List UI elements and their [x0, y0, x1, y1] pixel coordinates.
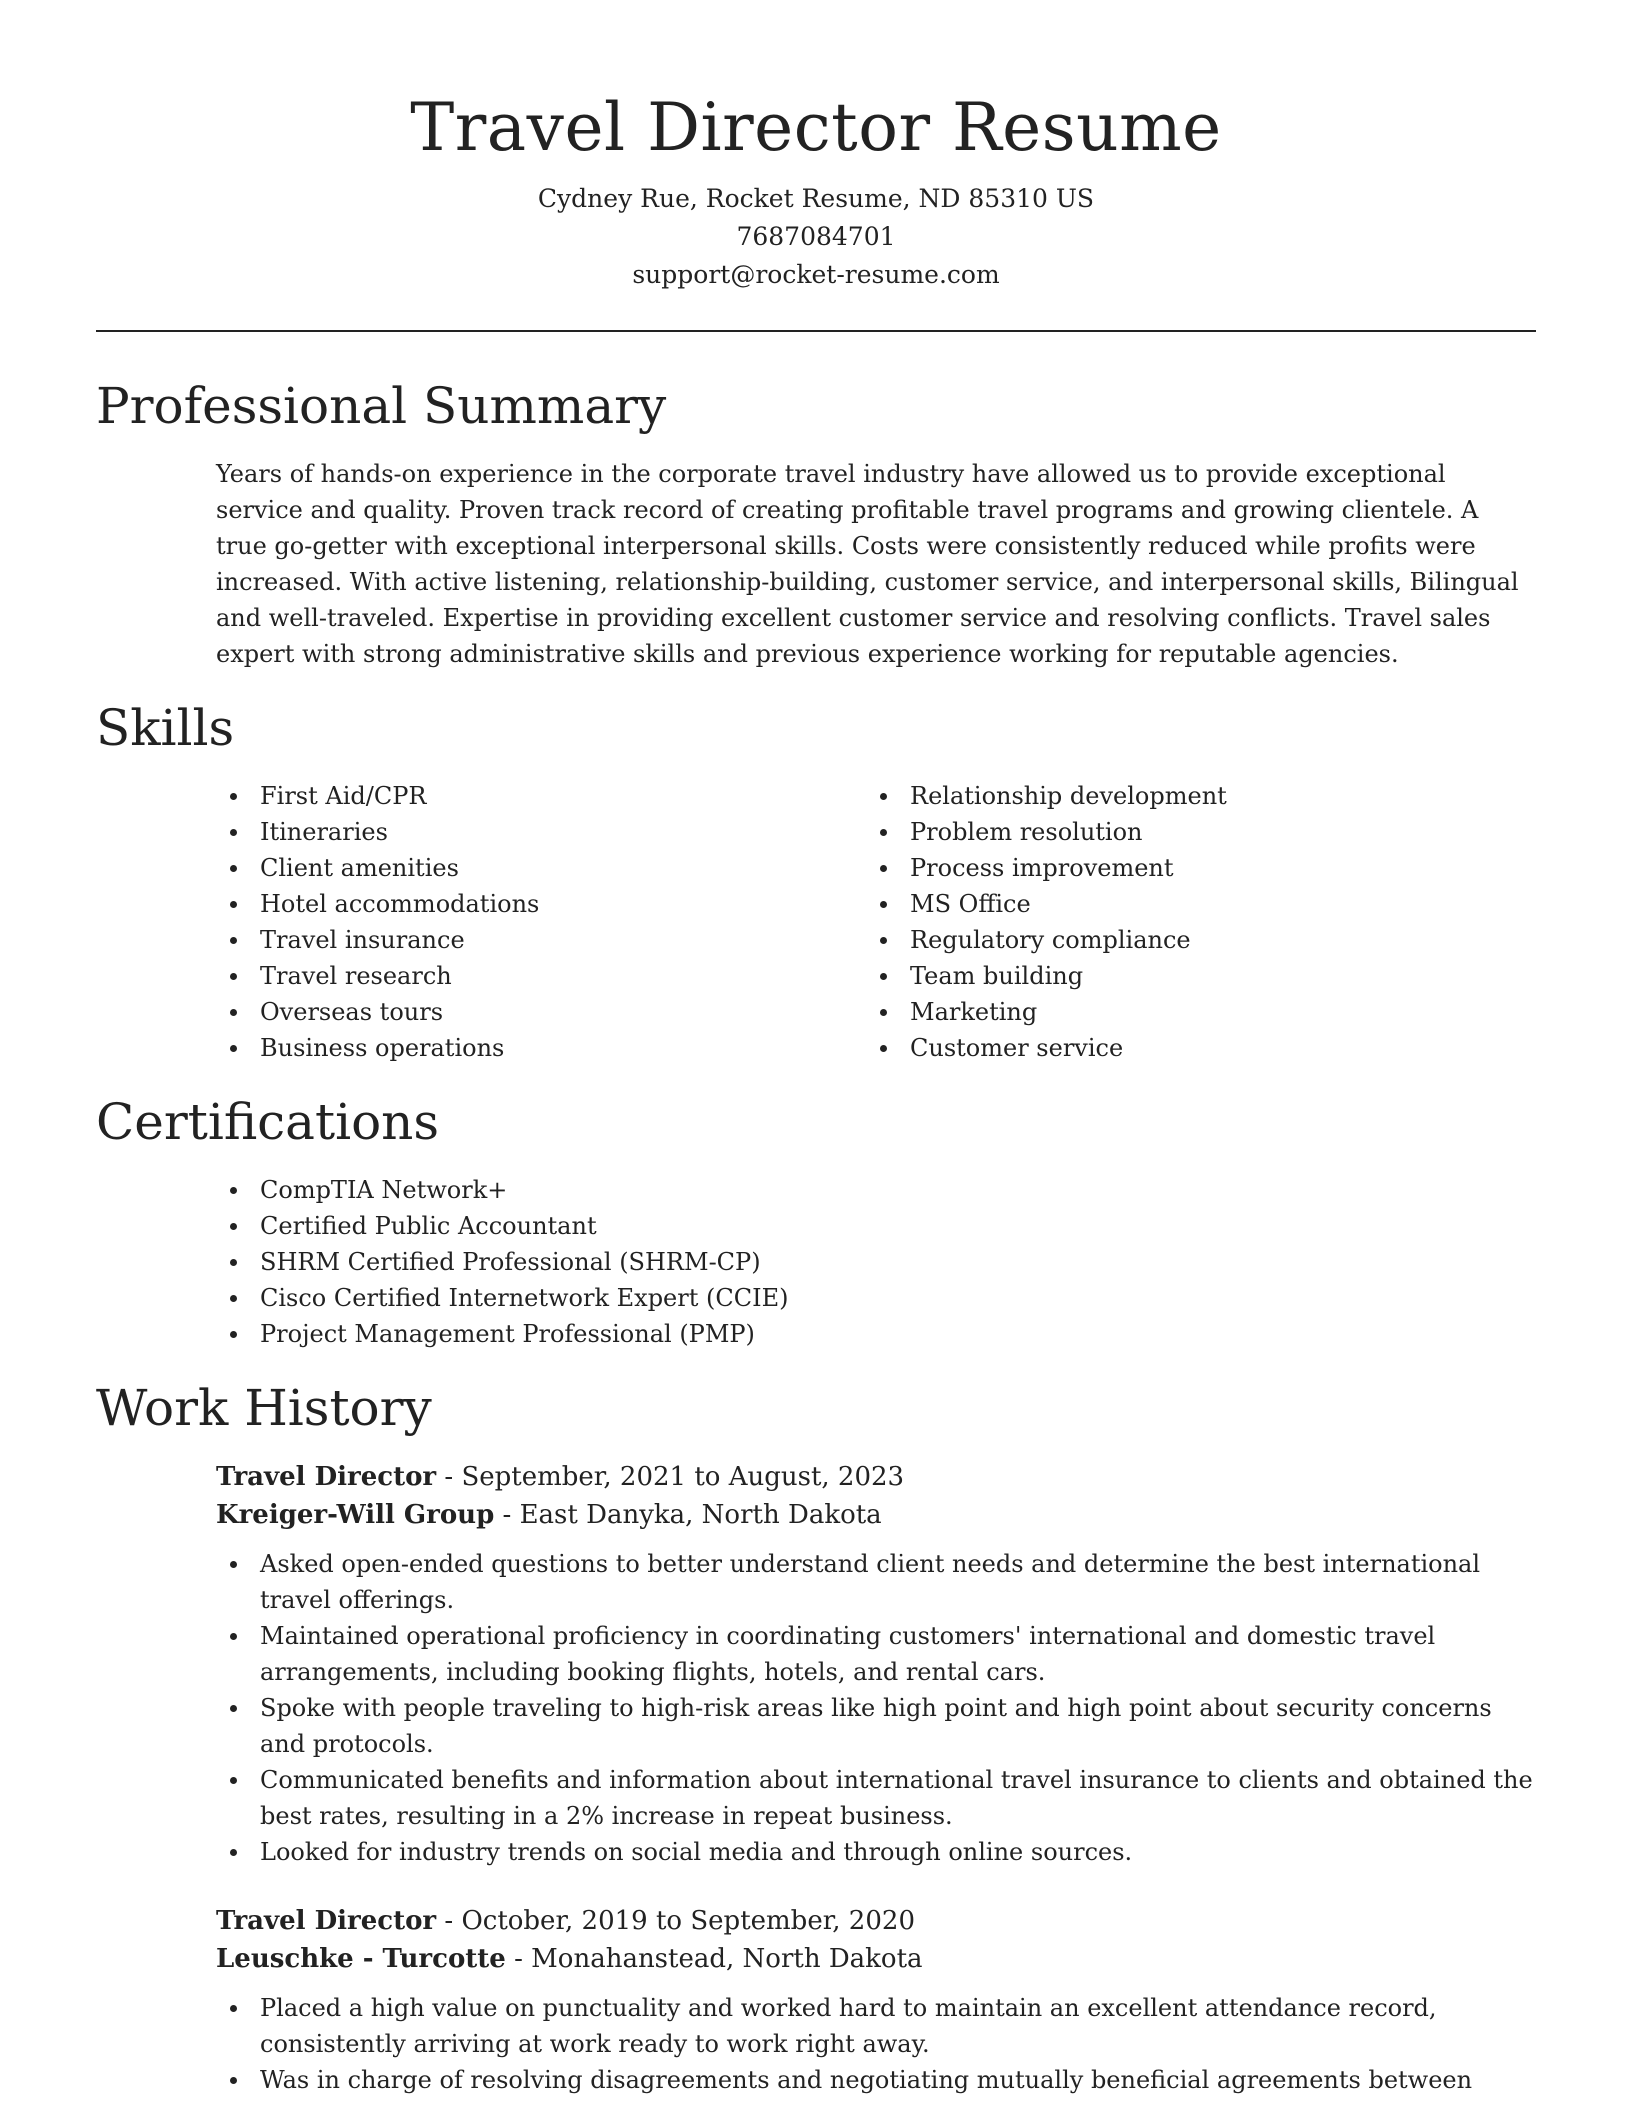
job-company-line	[216, 1940, 1536, 1978]
certifications-heading: Certifications	[96, 1093, 440, 1151]
certification-item: Cisco Certified Internetwork Expert (CCIE)	[216, 1280, 1536, 1316]
skill-item: Business operations	[216, 1030, 866, 1066]
contact-address: Cydney Rue, Rocket Resume, ND 85310 US	[537, 184, 1095, 213]
job-company-line	[216, 1496, 1536, 1534]
skills-grid	[216, 778, 1536, 1066]
job-bullet: Communicated benefits and information about international travel insurance to clients and obtained the best rates, resulting in a 2% increase in repeat business.	[216, 1762, 1536, 1834]
header-divider	[96, 330, 1536, 332]
job-dates: - September, 2021 to August, 2023	[436, 1462, 905, 1492]
job-bullet: Maintained operational proficiency in coordinating customers' international and domestic travel arrangements, including booking flights, hotels, and rental cars.	[216, 1618, 1536, 1690]
job-dates: - October, 2019 to September, 2020	[436, 1906, 915, 1936]
skill-item: Customer service	[866, 1030, 1516, 1066]
skill-item: Travel research	[216, 958, 866, 994]
resume-title: Travel Director Resume	[410, 89, 1222, 166]
job-bullet: Was in charge of resolving disagreements and negotiating mutually beneficial agreements between	[216, 2062, 1536, 2098]
resume-page	[96, 0, 1536, 2098]
certification-item: Certified Public Accountant	[216, 1208, 1536, 1244]
job-company: Kreiger-Will Group	[216, 1500, 495, 1530]
job-title: Travel Director	[216, 1906, 437, 1936]
job-company: Leuschke - Turcotte	[216, 1944, 506, 1974]
certification-item: Project Management Professional (PMP)	[216, 1316, 1536, 1352]
skill-item: MS Office	[866, 886, 1516, 922]
skill-item: Regulatory compliance	[866, 922, 1516, 958]
job-title-line	[216, 1902, 1536, 1940]
skill-item: Relationship development	[866, 778, 1516, 814]
job-bullet: Looked for industry trends on social media and through online sources.	[216, 1834, 1536, 1870]
skill-item: Team building	[866, 958, 1516, 994]
job-entry	[216, 1458, 1536, 1870]
skill-item: Process improvement	[866, 850, 1516, 886]
skill-item: First Aid/CPR	[216, 778, 866, 814]
job-entry	[216, 1902, 1536, 2098]
skills-column-left	[216, 778, 866, 1066]
summary-heading: Professional Summary	[96, 377, 667, 435]
summary-text: Years of hands-on experience in the corporate travel industry have allowed us to provide exceptional service and quality. Proven track record of creating profitable travel programs and growing clientele. A true go-getter with exceptional interpersonal skills. Costs were consistently reduced while profits were increased. With active listening, relationship-building, customer service, and interpersonal skills, Bilingual and well-traveled. Expertise in providing excellent customer service and resolving conflicts. Travel sales expert with strong administrative skills and previous experience working for reputable agencies.	[216, 460, 1519, 668]
skill-item: Hotel accommodations	[216, 886, 866, 922]
certifications-list	[216, 1172, 1536, 1352]
job-bullet: Placed a high value on punctuality and worked hard to maintain an excellent attendance record, consistently arriving at work ready to work right away.	[216, 1990, 1536, 2062]
work-history-heading: Work History	[96, 1379, 432, 1437]
skill-item: Itineraries	[216, 814, 866, 850]
skill-item: Client amenities	[216, 850, 866, 886]
job-title-line	[216, 1458, 1536, 1496]
skills-heading: Skills	[96, 699, 235, 757]
contact-email: support@rocket-resume.com	[632, 260, 1000, 289]
skill-item: Travel insurance	[216, 922, 866, 958]
job-bullet: Asked open-ended questions to better understand client needs and determine the best international travel offerings.	[216, 1546, 1536, 1618]
skill-item: Overseas tours	[216, 994, 866, 1030]
job-location: - East Danyka, North Dakota	[494, 1500, 882, 1530]
skill-item: Marketing	[866, 994, 1516, 1030]
certification-item: SHRM Certified Professional (SHRM-CP)	[216, 1244, 1536, 1280]
contact-phone: 7687084701	[736, 222, 896, 251]
job-title: Travel Director	[216, 1462, 437, 1492]
skill-item: Problem resolution	[866, 814, 1516, 850]
job-location: - Monahanstead, North Dakota	[505, 1944, 923, 1974]
contact-block	[96, 180, 1536, 294]
job-bullets	[216, 1546, 1536, 1870]
job-bullet: Spoke with people traveling to high-risk areas like high point and high point about security concerns and protocols.	[216, 1690, 1536, 1762]
certification-item: CompTIA Network+	[216, 1172, 1536, 1208]
job-bullets	[216, 1990, 1536, 2098]
skills-column-right	[866, 778, 1516, 1066]
